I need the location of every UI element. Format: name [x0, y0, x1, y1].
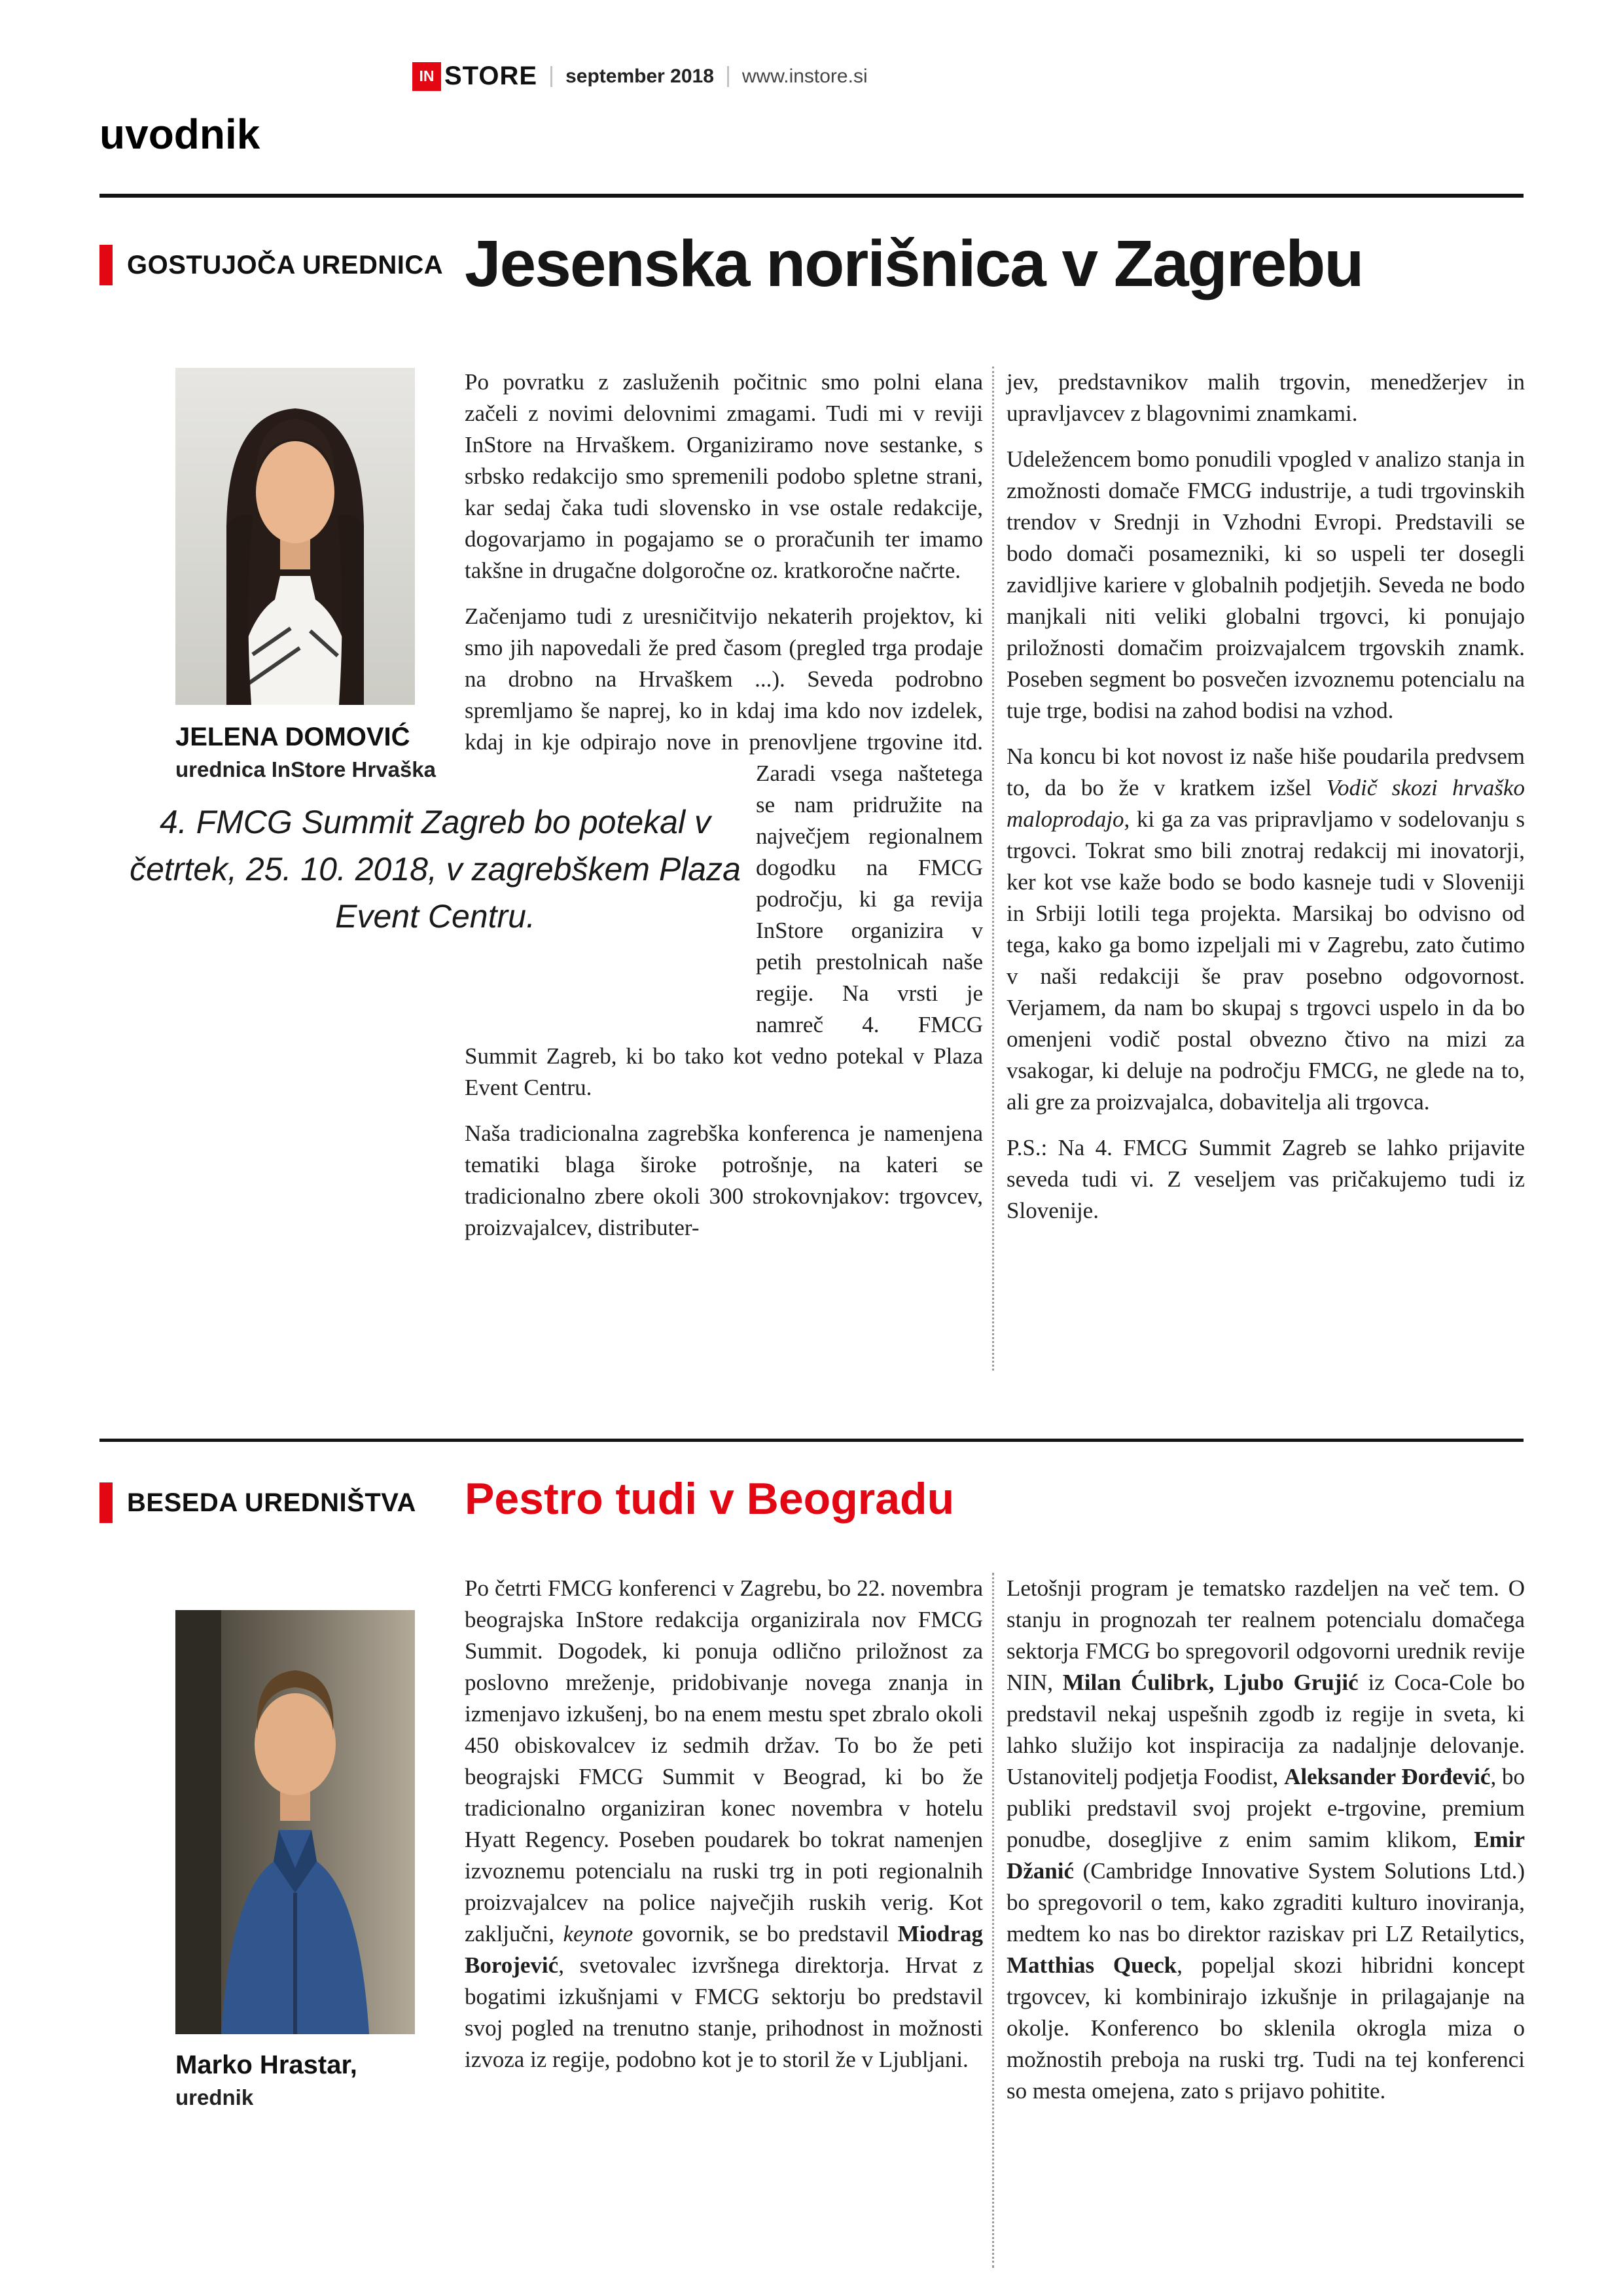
- article2-column-1: [465, 1573, 983, 2075]
- body-paragraph: [1007, 741, 1525, 1118]
- text-run: Milan Ćulibrk,: [1062, 1670, 1215, 1695]
- page-section-title: uvodnik: [99, 111, 260, 158]
- body-paragraph: [1007, 1573, 1525, 2107]
- kicker-label: GOSTUJOČA UREDNICA: [127, 250, 444, 279]
- text-run: Po četrti FMCG konferenci v Zagrebu, bo 22. novembra beograjska InStore redakcija organizirala nov FMCG Summit. Dogodek, ki ponuja odlično priložnost za poslovno mreženje, pridobivanje novega znanja in izmenjavo izkušenj, bo na enem mestu spet zbralo okoli 450 obiskovalcev iz sedmih držav. To bo že peti beograjski FMCG Summit v Beograd, ki bo že tradicionalno organiziran konec novembra v hotelu Hyatt Regency. Poseben poudarek bo tokrat namenjen izvoznemu potencialu na ruski trg in poti regionalnih proizvajalcev na police največjih ruskih verig. Kot zaključni,: [465, 1575, 983, 1946]
- text-run: Matthias Queck: [1007, 1952, 1177, 1978]
- issue-date: september 2018: [565, 65, 714, 87]
- text-run: Aleksander Đorđević: [1284, 1764, 1491, 1789]
- text-run: Miodrag Borojević: [465, 1921, 983, 1978]
- article2-headline: Pestro tudi v Beogradu: [465, 1474, 955, 1524]
- instore-logo: [412, 62, 537, 91]
- article1-headline: Jesenska norišnica v Zagrebu: [465, 227, 1363, 300]
- text-run: (Cambridge Innovative System Solutions Ltd.) bo spregovoril o tem, kako zgraditi kulturo inoviranja, medtem ko nas bo direktor raziskav pri LZ Retailytics,: [1007, 1858, 1525, 1946]
- text-run: iz Coca-Cole bo predstavil nekaj uspešnih zgodb iz regije in sveta, ki lahko služijo kot inspiracija za nadaljnje delovanje. Ustanovitelj podjetja Foodist,: [1007, 1670, 1525, 1789]
- article-guest-editor: [99, 227, 1525, 1439]
- text-run: Emir Džanić: [1007, 1827, 1525, 1884]
- body-paragraph: [1007, 1132, 1525, 1227]
- author-role: urednik: [175, 2085, 254, 2109]
- body-paragraph: [465, 1573, 983, 2075]
- pullquote: 4. FMCG Summit Zagreb bo potekal v četrtek, 25. 10. 2018, v zagrebškem Plaza Event Centru.: [130, 804, 741, 935]
- text-run: Letošnji program je tematsko razdeljen na več tem. O stanju in prognozah ter realnem potencialu domačega sektorja FMCG bo spregovoril odgovorni urednik revije NIN,: [1007, 1575, 1525, 1695]
- kicker-guest-editor: [99, 245, 443, 285]
- text-run: , bo publiki predstavil svoj projekt e-trgovine, premium ponudbe, dosegljive z enim samim klikom,: [1007, 1764, 1525, 1852]
- woman-portrait-photo: [175, 368, 415, 705]
- text-run: Vodič skozi hrvaško maloprodajo: [1007, 775, 1525, 832]
- column-divider: [992, 367, 994, 1371]
- top-rule: [99, 194, 1524, 198]
- masthead-separator: [550, 66, 552, 87]
- masthead-separator: [727, 66, 729, 87]
- kicker-editor-word: [99, 1482, 416, 1523]
- text-run: Na koncu bi kot novost iz naše hiše poudarila predvsem to, da bo že v kratkem izšel: [1007, 744, 1525, 800]
- text-run: , popeljal skozi hibridni koncept trgovcev, ki kombinirajo izkušnje in prilagajanje na okolje. Konferenco bo sklenila okrogla miza o možnostih preboja na ruski trg. Tudi na tej konferenci so mesta omejena, zato s prijavo pohitite.: [1007, 1952, 1525, 2104]
- author-photo-marko: [175, 1610, 415, 2034]
- paragraph-text: vsega naštetega se nam pridružite na največjem regionalnem dogodku na FMCG področju, ki ga revija InStore organizira v petih prestolnicah naše regije. Na vrsti je namreč 4. FMCG Summit Zagreb, ki bo tako kot vedno potekal v Plaza Event Centru.: [465, 761, 983, 1100]
- author-name: JELENA DOMOVIĆ: [175, 723, 410, 751]
- text-run: , svetovalec izvršnega direktorja. Hrvat z bogatimi izkušnjami v FMCG sektorju bo predstavil svoj pogled na trenutno stanje, prihodnost in možnosti izvoza iz regije, podobno kot je to storil že v Ljubljani.: [465, 1952, 983, 2072]
- text-run: govornik, se bo predstavil: [633, 1921, 898, 1946]
- paragraph-text: P.S.: Na 4. FMCG Summit Zagreb se lahko prijavite seveda tudi vi. Z veseljem vas pričakujemo tudi iz Slovenije.: [1007, 1135, 1525, 1223]
- article2-column-2: [1007, 1573, 1525, 2107]
- masthead: [412, 62, 868, 91]
- author-role: urednica InStore Hrvaška: [175, 757, 436, 781]
- article-editor-word: [99, 1469, 1524, 2296]
- text-run: Ljubo Grujić: [1224, 1670, 1359, 1695]
- text-run: , ki ga za vas pripravljamo v sodelovanju s trgovci. Tokrat smo bili znotraj redakcij mi inovatorji, ker kot vse kaže bodo se bodo kasneje tudi v Sloveniji in Srbiji lotili tega projekta. Marsikaj bo odvisno od tega, kako ga bomo izpeljali mi v Zagrebu, zato čutimo v naši redakciji še prav posebno odgovornost. Verjamem, da nam bo skupaj s trgovci uspelo in da bo omenjeni vodič postal obvezno čtivo na mizi za vsakogar, ki deluje na področju FMCG, ne glede na to, ali gre za proizvajalca, dobavitelja ali trgovca.: [1007, 806, 1525, 1115]
- instore-logo-in-icon: IN: [412, 62, 441, 91]
- instore-logo-store: STORE: [444, 62, 538, 90]
- paragraph-text: jev, predstavnikov malih trgovin, menedžerjev in upravljavcev z blagovnimi znamkami.: [1007, 369, 1525, 426]
- author-photo-jelena: [175, 368, 415, 705]
- kicker-red-bar: [99, 1482, 113, 1523]
- paragraph-text: Naša tradicionalna zagrebška konferenca je namenjena tematiki blaga široke potrošnje, na kateri se tradicionalno zbere okoli 300 strokovnjakov: trgovcev, proizvajalcev, distributer-: [465, 1121, 983, 1240]
- body-paragraph: [1007, 444, 1525, 726]
- author-caption-marko: [175, 2051, 357, 2110]
- column-divider: [992, 1573, 994, 2268]
- kicker-red-bar: [99, 245, 113, 285]
- man-portrait-photo: [175, 1610, 415, 2034]
- kicker-label: BESEDA UREDNIŠTVA: [127, 1488, 416, 1517]
- text-run: keynote: [563, 1921, 633, 1946]
- author-name: Marko Hrastar,: [175, 2051, 357, 2079]
- body-paragraph: [1007, 367, 1525, 429]
- section-divider-rule: [99, 1439, 1524, 1442]
- article1-column-2: [1007, 367, 1525, 1227]
- paragraph-text: Začenjamo tudi z uresničitvijo nekaterih projektov, ki smo jih napovedali že pred časom (pregled trga prodaje na drobno na Hrvaškem ...). Seveda podrobno spremljamo še naprej, ko in kdaj ima kdo nov izdelek, kdaj in kje odpirajo nove in prenovljene trgovine itd. Zaradi: [465, 603, 983, 786]
- paragraph-text: Po povratku z zasluženih počitnic smo polni elana začeli z novimi delovnimi zmagami. Tudi mi v reviji InStore na Hrvaškem. Organiziramo nove sestanke, s srbsko redakcijo smo spremenili podobo spletne strani, kar sedaj čaka tudi slovensko in vse ostale redakcije, dogovarjamo in pogajamo se o proračunih ter imamo takšne in drugačne dolgoročne oz. kratkoročne načrte.: [465, 369, 983, 583]
- text-run: [1214, 1670, 1224, 1695]
- website-url: www.instore.si: [741, 65, 868, 87]
- paragraph-text: Udeležencem bomo ponudili vpogled v analizo stanja in zmožnosti domače FMCG industrije, a tudi trgovinskih trendov v Srednji in Vzhodni Evropi. Predstavili se bodo domači posamezniki, ki so uspeli ter dosegli zavidljive kariere v globalnih podjetjih. Seveda ne bodo manjkali niti veliki globalni trgovci, ki ponujajo priložnosti domačim proizvajalcem trgovskih znamk. Poseben segment bo posvečen izvoznemu potencialu na tuje trge, bodisi na zahod bodisi na vzhod.: [1007, 446, 1525, 723]
- body-paragraph: [465, 1118, 983, 1244]
- body-paragraph: [465, 367, 983, 586]
